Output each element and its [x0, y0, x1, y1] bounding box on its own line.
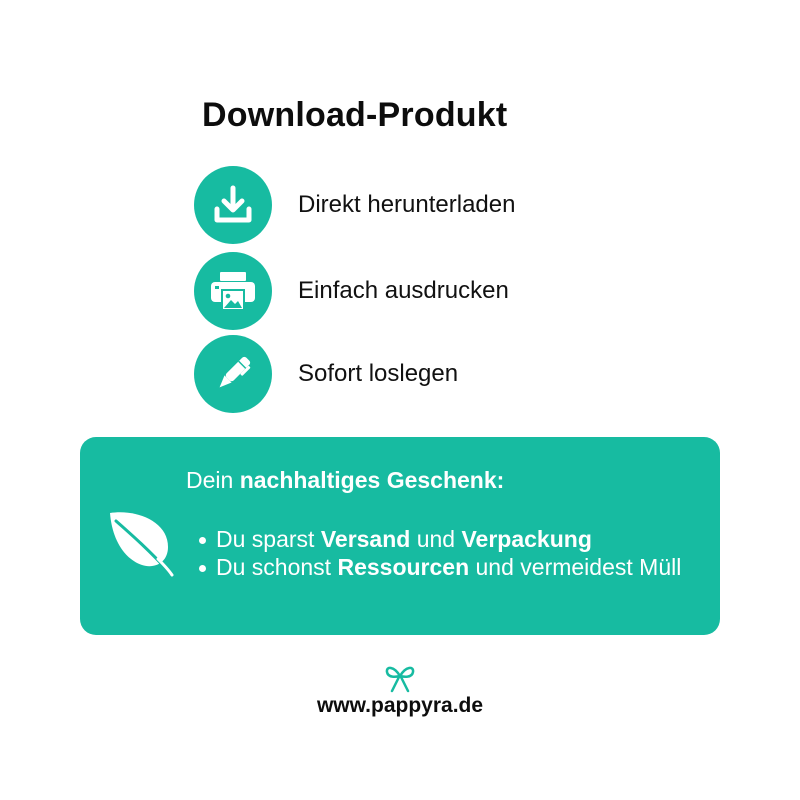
leaf-icon — [106, 507, 174, 577]
feature-label: Einfach ausdrucken — [298, 277, 509, 304]
download-icon — [194, 166, 272, 244]
sustainability-panel — [80, 437, 720, 635]
pen-icon — [194, 335, 272, 413]
list-item: Du sparst Versand und Verpackung — [197, 525, 697, 553]
page-title: Download-Produkt — [202, 96, 508, 134]
feature-label: Direkt herunterladen — [298, 191, 516, 218]
website-url[interactable]: www.pappyra.de — [316, 694, 484, 717]
panel-heading: Dein nachhaltiges Geschenk: — [186, 467, 505, 493]
feature-label: Sofort loslegen — [298, 360, 459, 387]
bow-icon — [382, 664, 418, 694]
feature-print — [194, 252, 614, 330]
benefit-list — [197, 525, 697, 581]
feature-start — [194, 335, 614, 413]
feature-download — [194, 166, 614, 244]
list-item: Du schonst Ressourcen und vermeidest Müll — [197, 553, 697, 581]
printer-icon — [194, 252, 272, 330]
